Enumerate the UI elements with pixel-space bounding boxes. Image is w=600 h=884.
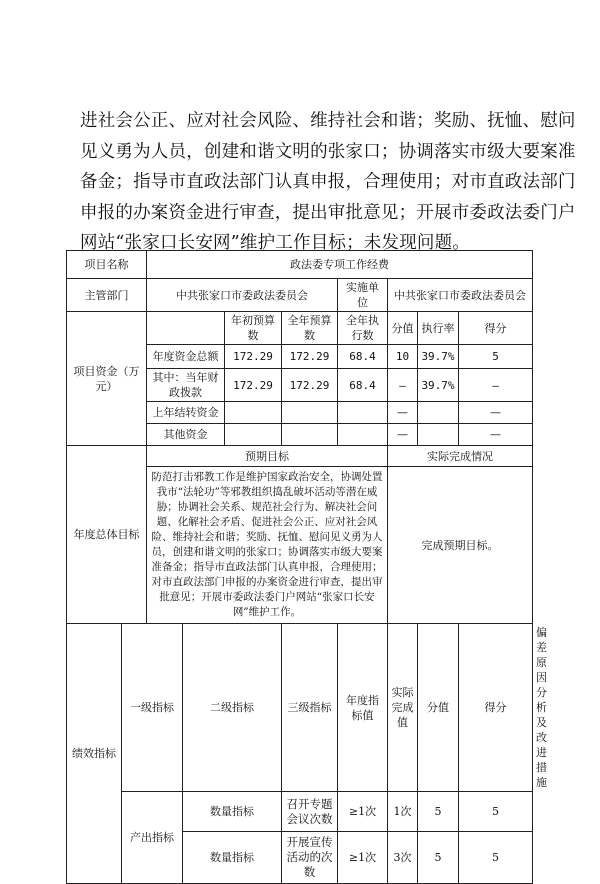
funds-cell (418, 424, 459, 446)
dept-value: 中共张家口市委政法委员会 (147, 279, 338, 312)
impl-value: 中共张家口市委政法委员会 (388, 279, 533, 312)
funds-cell: — (388, 369, 418, 402)
perf-level3: 开展宣传活动的次数 (282, 832, 338, 884)
funds-header: 分值 (388, 312, 418, 345)
perf-score: 5 (459, 832, 533, 884)
perf-actual: 3次 (388, 832, 418, 884)
funds-cell: — (459, 424, 533, 446)
funds-cell (338, 402, 388, 424)
actual-header: 实际完成情况 (388, 446, 533, 467)
perf-score: 5 (459, 792, 533, 832)
perf-score-value: 5 (418, 832, 459, 884)
funds-cell (282, 424, 338, 446)
funds-cell: 10 (388, 345, 418, 369)
funds-row-label: 其他资金 (147, 424, 225, 446)
perf-target: ≥1次 (338, 792, 388, 832)
perf-level2: 数量指标 (183, 792, 282, 832)
expected-header: 预期目标 (147, 446, 388, 467)
project-name: 政法委专项工作经费 (147, 251, 533, 279)
impl-label: 实施单位 (338, 279, 388, 312)
funds-cell: — (388, 424, 418, 446)
funds-header-blank (147, 312, 225, 345)
goal-label: 年度总体目标 (67, 446, 147, 624)
expected-goal-text: 防范打击邪教工作是维护国家政治安全，协调处置我市“法轮功”等邪教组织捣乱破坏活动等潜在威胁；协调社会关系、规范社会行为、解决社会问题、化解社会矛盾、促进社会公正、应对社会风险、维持社会和谐；奖励、抚恤、慰问见义勇为人员，创建和谐文明的张家口；协调落实市级大要案准备金；指导市直政法部门认真申报，合理使用；对市直政法部门申报的办案资金进行审查，提出审批意见；开展市委政法委门户网站“张家口长安网”维护工作。 (147, 467, 388, 624)
funds-cell (225, 424, 282, 446)
funds-cell (418, 402, 459, 424)
funds-cell: 5 (459, 345, 533, 369)
actual-completion-text: 完成预期目标。 (388, 467, 533, 624)
funds-cell: 39.7% (418, 345, 459, 369)
funds-header: 年初预算数 (225, 312, 282, 345)
funds-header: 全年预算数 (282, 312, 338, 345)
project-table: 项目名称 政法委专项工作经费 主管部门 中共张家口市委政法委员会 实施单位 中共张家口市委政法委员会 项目资金（万元） 年初预算数 全年预算数 全年执行数 分值 执行率 得分 年度资金总额 172.29 172.29 68.4 10 39.7% 5 其中：当年财政拨款 172.29 172.29 68.4 — 39.7% — 上年结转资金 — — 其他资金 — — 年度总体目标 预期目标 实际完成情况 防范打击邪教工作是维护国家政治安全，协调处置我市“法轮功”等邪教组织捣乱破坏活动等潜在威胁；协调社会关系、规范社会行为、解决社会问题、化解社会矛盾、促进社会公正、应对社会风险、维持社会和谐；奖励、抚恤、慰问见义勇为人员，创建和谐文明的张家口；协调落实市级大要案准备金；指导市直政法部门认真申报，合理使用；对市直政法部门申报的办案资金进行审查，提出审批意见；开展市委政法委门户网站“张家口长安网”维护工作。 完成预期目标。 绩效指标 一级指标 二级指标 三级指标 年度指标值 实际完成值 分值 得分 偏差原因分析及改进措施 产出指标 数量指标 召开专题会议次数 ≥1次 1次 5 5 数量指标 开展宣传活动的次数 ≥1次 3次 5 5 (66, 250, 533, 884)
funds-cell: 68.4 (338, 345, 388, 369)
funds-header: 得分 (459, 312, 533, 345)
perf-actual: 1次 (388, 792, 418, 832)
perf-level3: 召开专题会议次数 (282, 792, 338, 832)
paragraph-line: 申报的办案资金进行审查，提出审批意见；开展市委政法委门户 (80, 202, 576, 223)
funds-header: 执行率 (418, 312, 459, 345)
funds-cell: 39.7% (418, 369, 459, 402)
perf-label: 绩效指标 (67, 624, 122, 884)
perf-header: 一级指标 (122, 624, 183, 792)
funds-row-label: 其中：当年财政拨款 (147, 369, 225, 402)
perf-header: 年度指标值 (338, 624, 388, 792)
funds-header: 全年执行数 (338, 312, 388, 345)
funds-cell: — (388, 402, 418, 424)
paragraph-line: 见义勇为人员，创建和谐文明的张家口；协调落实市级大要案准 (80, 141, 576, 162)
funds-cell: 68.4 (338, 369, 388, 402)
funds-label: 项目资金（万元） (67, 312, 147, 446)
funds-cell (225, 402, 282, 424)
paragraph-line: 进社会公正、应对社会风险、维持社会和谐；奖励、抚恤、慰问 (80, 111, 576, 131)
paragraph-line: 备金；指导市直政法部门认真申报，合理使用；对市直政法部门 (80, 172, 576, 193)
funds-cell: 172.29 (225, 369, 282, 402)
funds-row-label: 上年结转资金 (147, 402, 225, 424)
funds-cell (282, 402, 338, 424)
perf-header: 二级指标 (183, 624, 282, 792)
body-paragraph (80, 106, 576, 259)
funds-row-label: 年度资金总额 (147, 345, 225, 369)
funds-cell: 172.29 (282, 369, 338, 402)
perf-header: 三级指标 (282, 624, 338, 792)
perf-score-value: 5 (418, 792, 459, 832)
perf-level2: 数量指标 (183, 832, 282, 884)
perf-header: 实际完成值 (388, 624, 418, 792)
perf-target: ≥1次 (338, 832, 388, 884)
perf-header: 分值 (418, 624, 459, 792)
paragraph-line: 网站“张家口长安网”维护工作目标；未发现问题。 (80, 233, 470, 254)
funds-cell: — (459, 402, 533, 424)
perf-header: 得分 (459, 624, 533, 792)
dept-label: 主管部门 (67, 279, 147, 312)
perf-level1: 产出指标 (122, 792, 183, 884)
funds-cell: — (459, 369, 533, 402)
funds-cell: 172.29 (225, 345, 282, 369)
funds-cell: 172.29 (282, 345, 338, 369)
funds-cell (338, 424, 388, 446)
project-name-label: 项目名称 (67, 251, 147, 279)
